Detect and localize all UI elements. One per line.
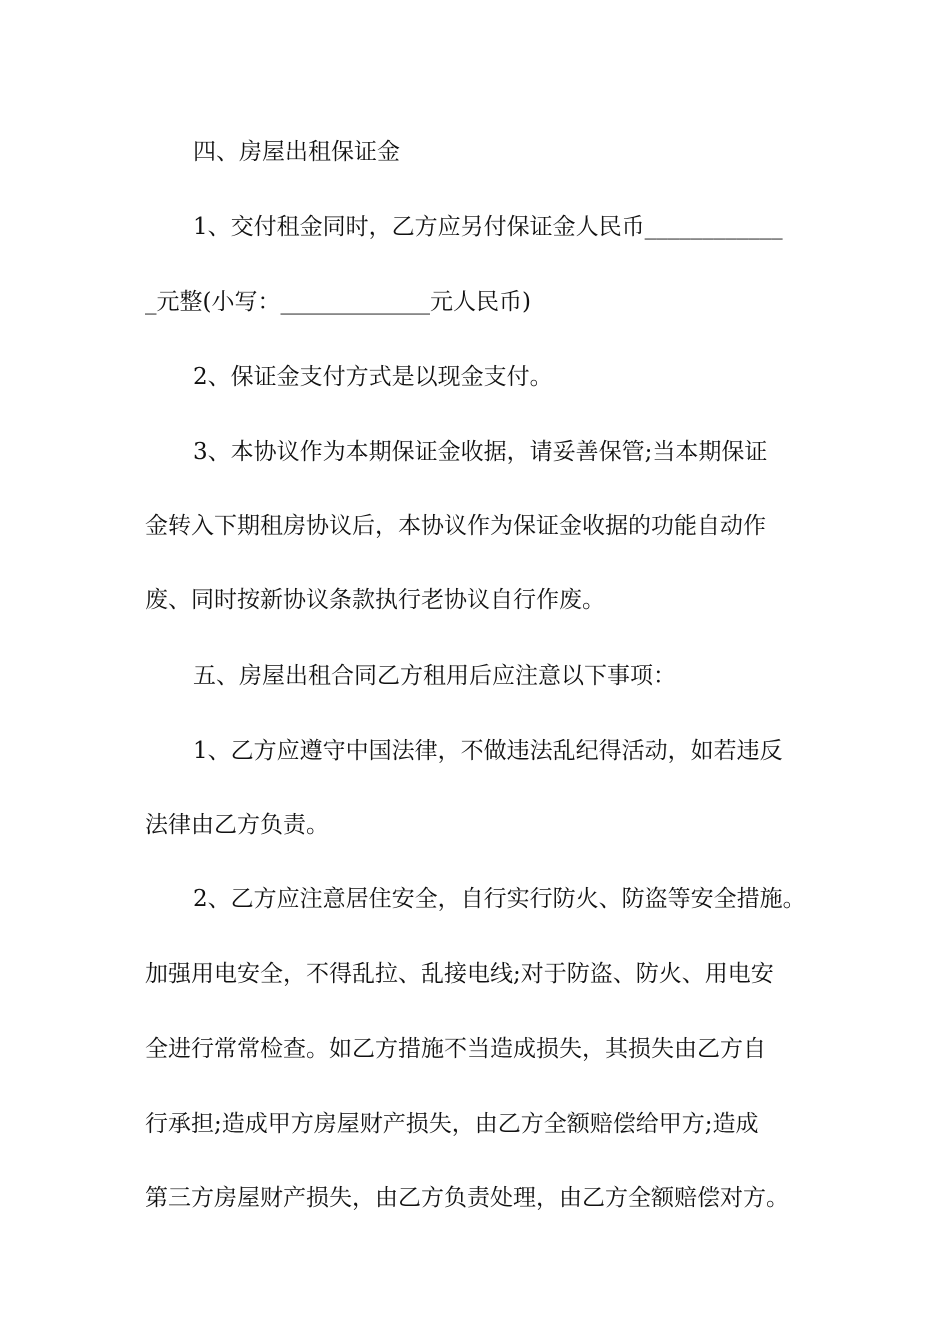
paragraph-line: 2、保证金支付方式是以现金支付。 [193, 364, 553, 390]
paragraph-line: 全进行常常检查。如乙方措施不当造成损失，其损失由乙方自 [145, 1036, 766, 1062]
paragraph-line: 加强用电安全，不得乱拉、乱接电线;对于防盗、防火、用电安 [145, 961, 774, 987]
paragraph-line: 法律由乙方负责。 [145, 812, 329, 838]
paragraph-line: 第三方房屋财产损失，由乙方负责处理，由乙方全额赔偿对方。 [145, 1185, 789, 1211]
paragraph-line: 行承担;造成甲方房屋财产损失，由乙方全额赔偿给甲方;造成 [145, 1111, 759, 1137]
paragraph-line: 1、乙方应遵守中国法律，不做违法乱纪得活动，如若违反 [193, 738, 783, 764]
paragraph-line: 3、本协议作为本期保证金收据，请妥善保管;当本期保证 [193, 439, 768, 465]
paragraph-line: 废、同时按新协议条款执行老协议自行作废。 [145, 587, 605, 613]
paragraph-line: _元整(小写：_____________元人民币) [145, 289, 531, 315]
paragraph-line: 金转入下期租房协议后，本协议作为保证金收据的功能自动作 [145, 513, 766, 539]
section-heading-notices: 五、房屋出租合同乙方租用后应注意以下事项： [193, 663, 676, 689]
section-heading-deposit: 四、房屋出租保证金 [193, 139, 400, 165]
paragraph-line: 2、乙方应注意居住安全，自行实行防火、防盗等安全措施。 [193, 886, 806, 912]
paragraph-line: 1、交付租金同时，乙方应另付保证金人民币____________ [193, 214, 783, 240]
